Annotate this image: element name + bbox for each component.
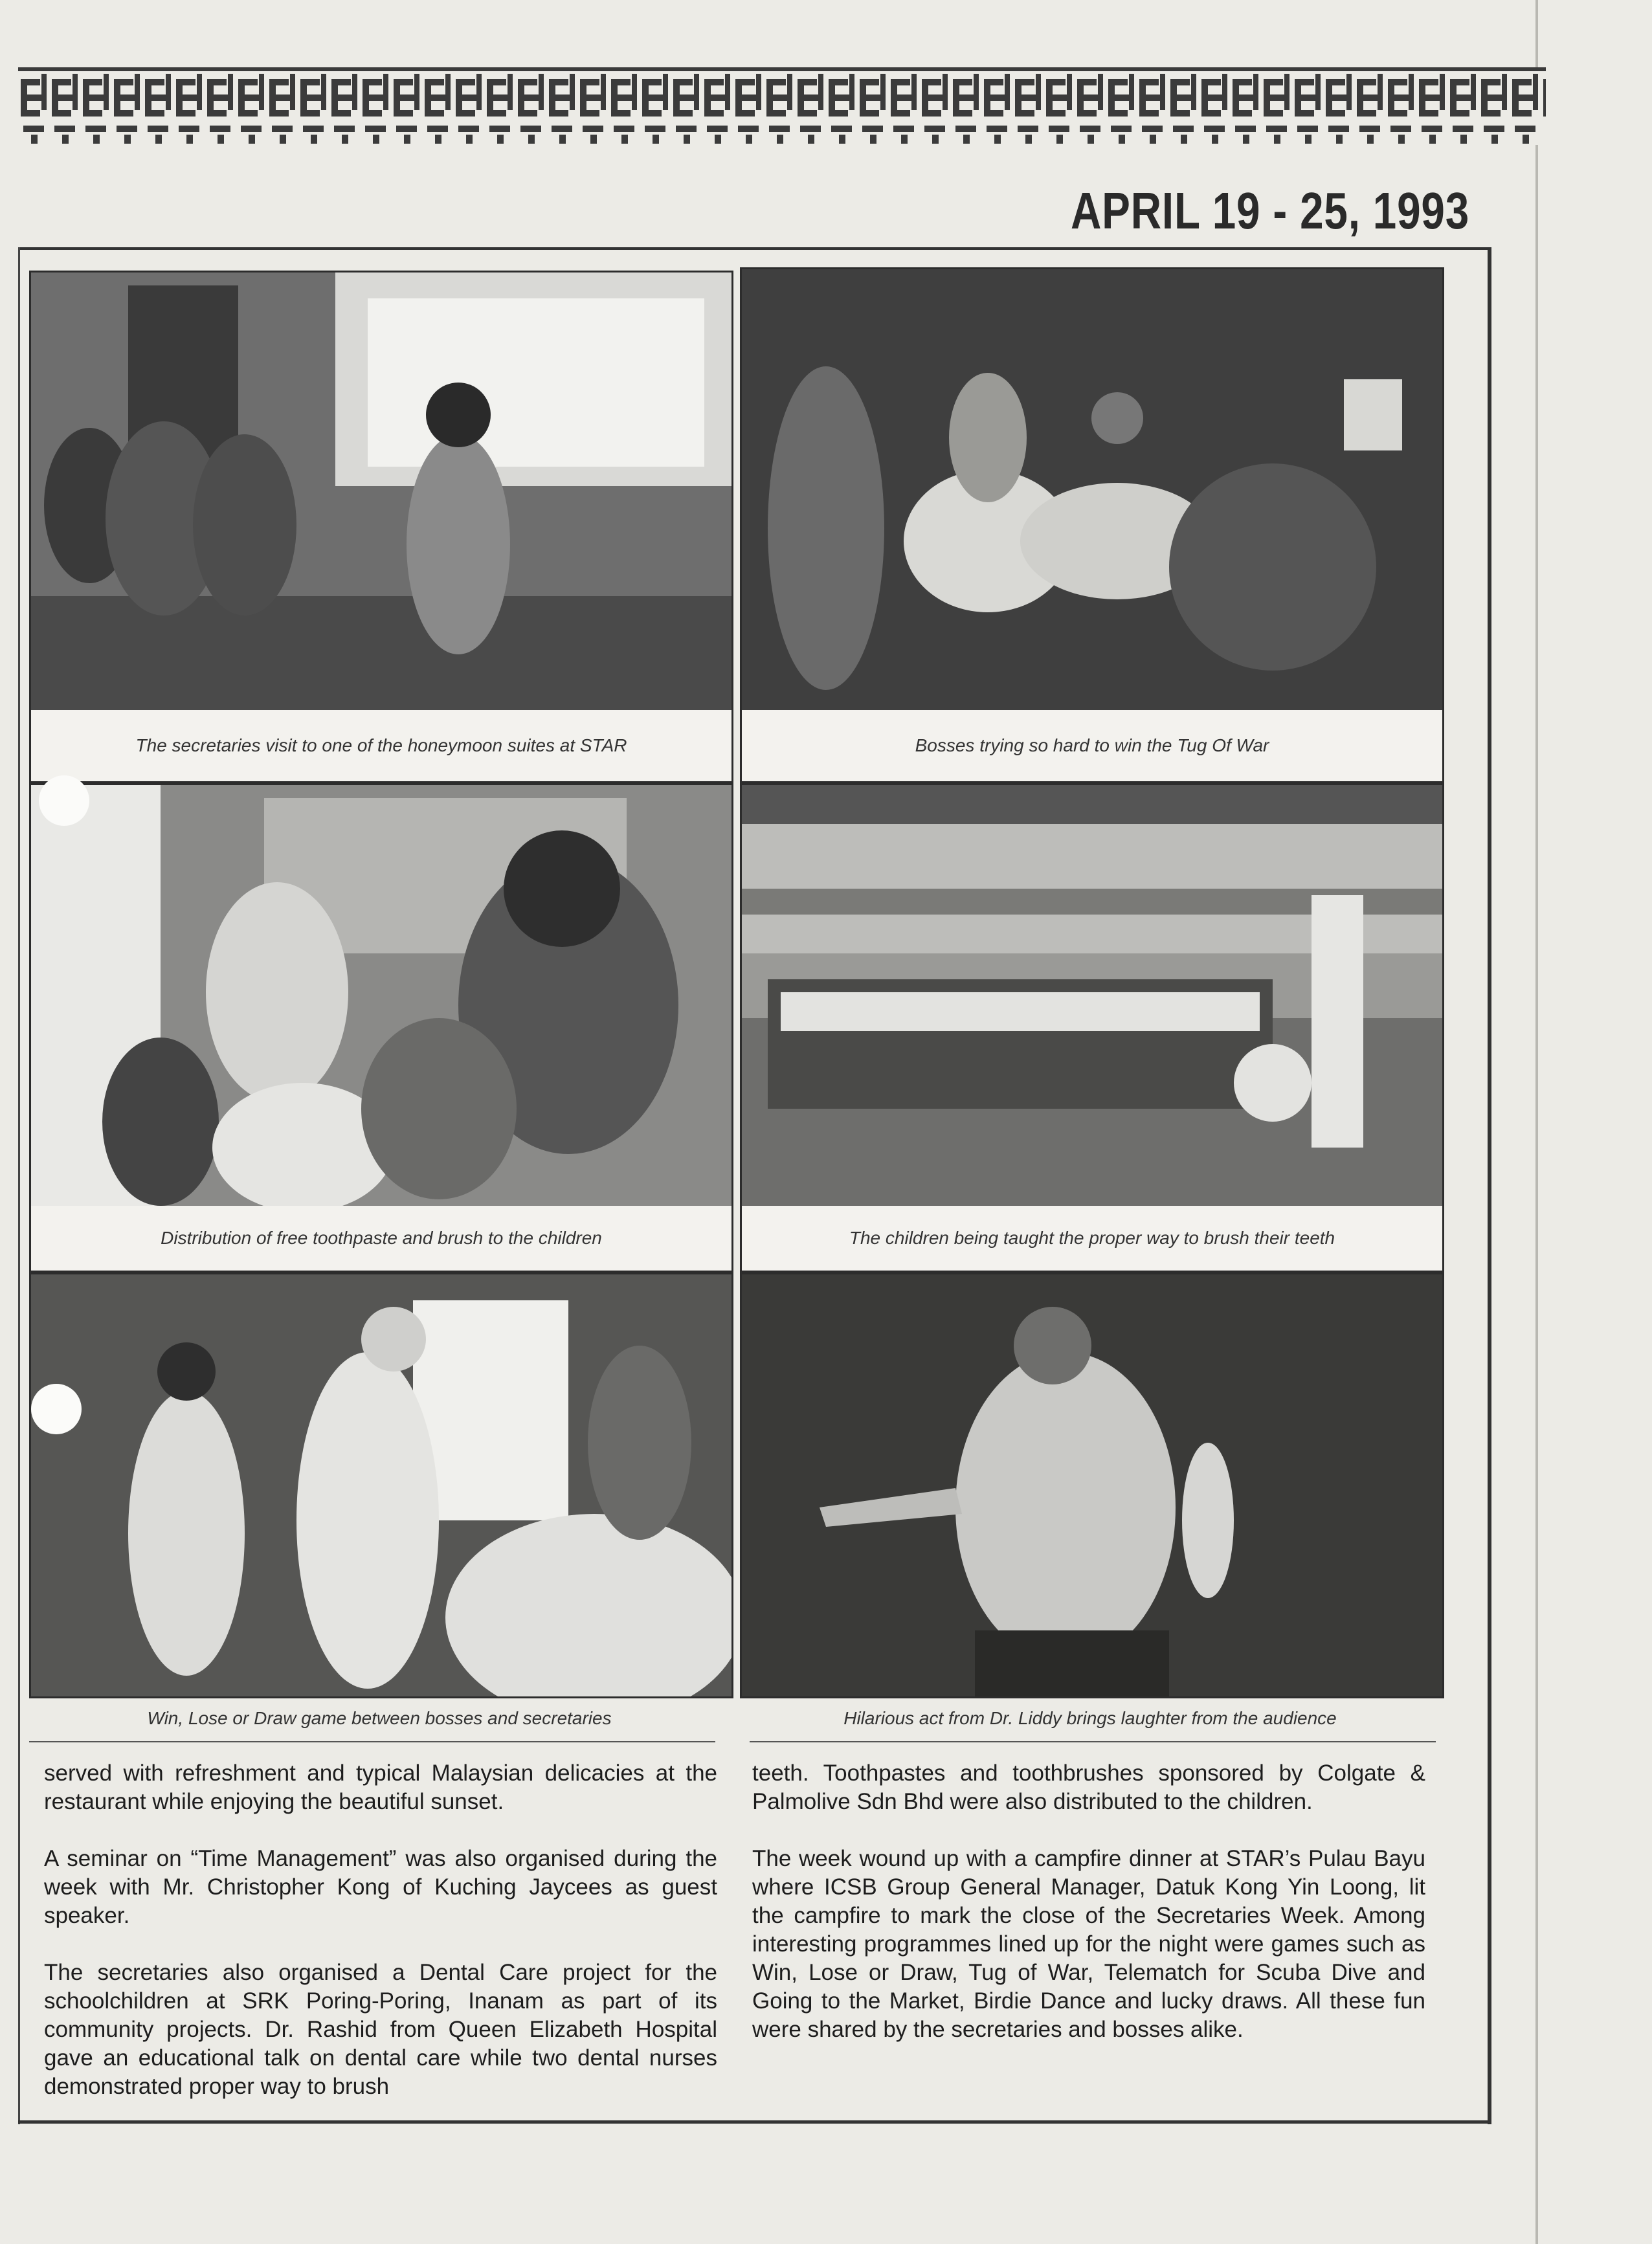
article-paragraph: The week wound up with a campfire dinner at STAR’s Pulau Bayu where ICSB Group General Manager, Datuk Kong Yin Loong, lit the campfire to mark the close of the Secretaries Week. Among interesting programmes lined up for the night were games such as Win, Lose or Draw, Tug of War, Telematch for Scuba Dive and Going to the Market, Birdie Dance and lucky draws. All these fun were shared by the secretaries and bosses alike. bbox=[752, 1846, 1425, 2042]
punch-hole bbox=[31, 1384, 82, 1434]
article-column-left bbox=[44, 1759, 717, 2129]
article-paragraph: teeth. Toothpastes and toothbrushes sponsored by Colgate & Palmolive Sdn Bhd were also distributed to the children. bbox=[752, 1761, 1425, 1814]
article-paragraph: served with refreshment and typical Malaysian delicacies at the restaurant while enjoying the beautiful sunset. bbox=[44, 1761, 717, 1814]
column-rule-left bbox=[29, 1741, 715, 1742]
frame-left-rule bbox=[18, 247, 20, 2124]
photo-caption: Win, Lose or Draw game between bosses and secretaries bbox=[147, 1708, 612, 1728]
caption-box-3 bbox=[29, 1206, 733, 1272]
photo-toothpaste-distribution bbox=[29, 783, 733, 1208]
photo-caption: Bosses trying so hard to win the Tug Of War bbox=[915, 735, 1269, 755]
photo-tug-of-war bbox=[740, 267, 1444, 712]
article-paragraph: The secretaries also organised a Dental Care project for the schoolchildren at SRK Poring-Poring, Inanam as part of its community projects. Dr. Rashid from Queen Elizabeth Hospital gave an educational talk on dental care while two dental nurses demonstrated proper way to brush bbox=[44, 1960, 717, 2099]
caption-box-2 bbox=[740, 710, 1444, 783]
frame-top-rule bbox=[18, 247, 1491, 250]
photo-caption: The children being taught the proper way to brush their teeth bbox=[849, 1228, 1335, 1248]
photo-win-lose-draw bbox=[29, 1272, 733, 1698]
article-column-right bbox=[752, 1759, 1425, 2072]
punch-hole bbox=[39, 775, 89, 826]
caption-box-6 bbox=[740, 1696, 1440, 1740]
photo-hilarious-act bbox=[740, 1272, 1444, 1698]
frame-right-rule bbox=[1488, 247, 1491, 2124]
caption-box-5 bbox=[29, 1696, 730, 1740]
decorative-top-border bbox=[18, 66, 1546, 149]
article-paragraph: A seminar on “Time Management” was also organised during the week with Mr. Christopher Kong of Kuching Jaycees as guest speaker. bbox=[44, 1846, 717, 1928]
photo-caption: Hilarious act from Dr. Liddy brings laughter from the audience bbox=[843, 1708, 1337, 1728]
photo-caption: Distribution of free toothpaste and brush to the children bbox=[161, 1228, 602, 1248]
caption-box-4 bbox=[740, 1206, 1444, 1272]
photo-children-brushing bbox=[740, 783, 1444, 1208]
issue-date: APRIL 19 - 25, 1993 bbox=[1070, 182, 1469, 239]
photo-honeymoon-suite bbox=[29, 271, 733, 712]
caption-box-1 bbox=[29, 710, 733, 783]
column-rule-right bbox=[750, 1741, 1436, 1742]
photo-caption: The secretaries visit to one of the honeymoon suites at STAR bbox=[135, 735, 627, 755]
